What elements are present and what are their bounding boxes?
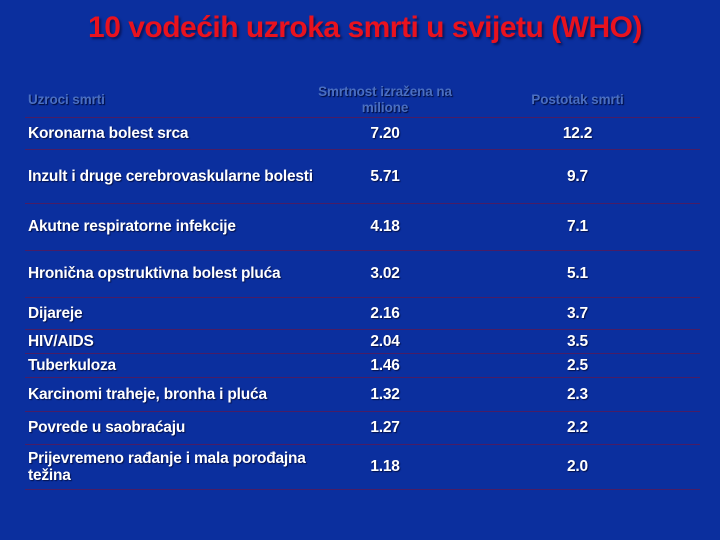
percent-cell: 2.0 [567,458,588,476]
cause-cell: Prijevremeno rađanje i mala porođajna težina [28,449,306,484]
deaths-cell: 1.18 [370,458,400,476]
percent-cell: 2.2 [567,419,588,437]
causes-table [25,82,700,490]
table-row [25,445,700,490]
deaths-cell: 2.04 [370,332,400,350]
percent-cell: 5.1 [567,265,588,283]
cause-cell: Povrede u saobraćaju [28,419,186,437]
table-row [25,354,700,378]
table-row [25,412,700,445]
percent-cell: 2.3 [567,385,588,403]
deaths-cell: 1.27 [370,419,400,437]
table-row [25,150,700,204]
cause-cell: Tuberkuloza [28,356,116,374]
percent-cell: 7.1 [567,218,588,236]
deaths-cell: 7.20 [370,124,400,142]
deaths-cell: 1.32 [370,385,400,403]
table-row [25,204,700,251]
table-row [25,298,700,330]
table-row [25,378,700,412]
table-row [25,251,700,298]
header-percent: Postotak smrti [531,91,624,107]
percent-cell: 2.5 [567,356,588,374]
cause-cell: Koronarna bolest srca [28,124,189,142]
percent-cell: 9.7 [567,167,588,185]
table-row [25,118,700,150]
deaths-cell: 5.71 [370,167,400,185]
cause-cell: Hronična opstruktivna bolest pluća [28,265,281,283]
deaths-cell: 4.18 [370,218,400,236]
table-row [25,330,700,354]
cause-cell: Karcinomi traheje, bronha i pluća [28,385,267,403]
table-header-row [25,82,700,118]
cause-cell: Inzult i druge cerebrovaskularne bolesti [28,167,313,185]
deaths-cell: 2.16 [370,304,400,322]
deaths-cell: 3.02 [370,265,400,283]
cause-cell: Dijareje [28,304,83,322]
percent-cell: 3.7 [567,304,588,322]
percent-cell: 12.2 [562,124,593,142]
slide-title: 10 vodećih uzroka smrti u svijetu (WHO) [88,11,642,44]
cause-cell: Akutne respiratorne infekcije [28,218,236,236]
percent-cell: 3.5 [567,332,588,350]
header-cause: Uzroci smrti [28,91,105,107]
header-deaths: Smrtnost izražena na milione [318,84,452,115]
deaths-cell: 1.46 [370,356,400,374]
cause-cell: HIV/AIDS [28,332,94,350]
